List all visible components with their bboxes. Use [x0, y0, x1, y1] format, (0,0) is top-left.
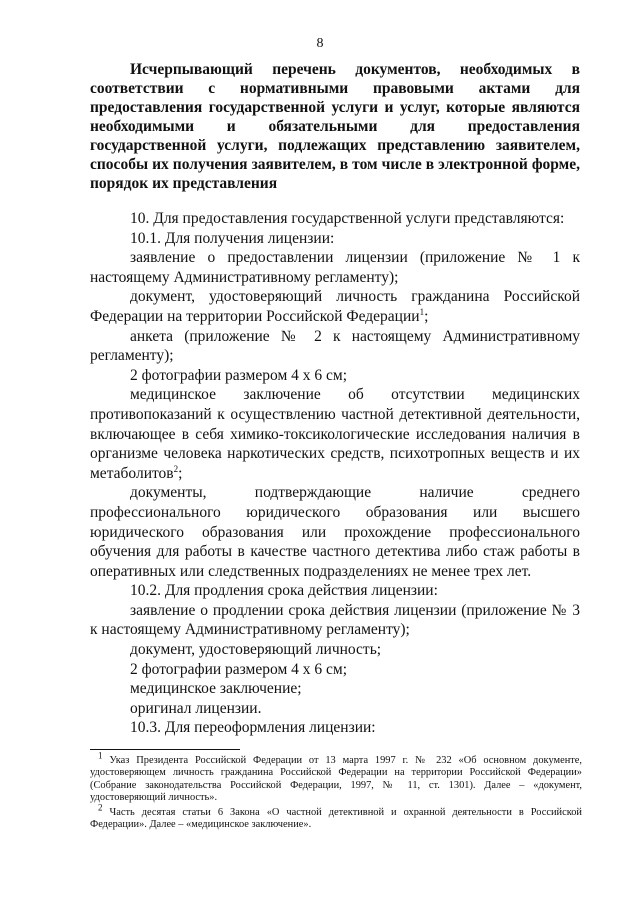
paragraph: заявление о продлении срока действия лицензии (приложение № 3 к настоящему Административному регламенту); — [90, 601, 580, 639]
footnote-ref: 2 — [173, 463, 179, 474]
document-body — [90, 209, 580, 738]
paragraph — [90, 287, 580, 326]
paragraph: анкета (приложение № 2 к настоящему Административному регламенту); — [90, 327, 580, 365]
paragraph: 10. Для предоставления государственной услуги представляются: — [130, 210, 565, 227]
paragraph-text: документ, удостоверяющий личность гражданина Российской Федерации на территории Российской Федерации — [90, 288, 580, 325]
paragraph — [90, 385, 580, 483]
paragraph-tail: ; — [424, 307, 429, 325]
paragraph: документ, удостоверяющий личность; — [130, 641, 382, 659]
footnotes — [90, 750, 582, 833]
section-heading: Исчерпывающий перечень документов, необходимых в соответствии с нормативными правовыми актами для предоставления государственной услуги и услуг, которые являются необходимыми и обязательными для предоставления государственной услуги, подлежащих представлению заявителем, способы их получения заявителем, в том числе в электронной форме, порядок их представления — [90, 61, 580, 192]
paragraph: 10.1. Для получения лицензии: — [130, 229, 335, 247]
paragraph: оригинал лицензии. — [130, 699, 262, 717]
footnote-divider — [90, 749, 240, 750]
paragraph: 10.3. Для переоформления лицензии: — [130, 719, 376, 737]
footnote — [90, 802, 582, 832]
footnote-mark: 2 — [98, 802, 103, 813]
footnote-ref: 1 — [419, 306, 425, 317]
paragraph: 2 фотографии размером 4 х 6 см; — [130, 366, 348, 384]
paragraph-text: медицинское заключение об отсутствии медицинских противопоказаний к осуществлению частной детективной деятельности, включающее в себя химико-токсикологические исследования наличия в организме человека наркотических средств, психотропных веществ и их метаболитов — [90, 386, 580, 482]
paragraph: документы, подтверждающие наличие среднего профессионального юридического образования или высшего юридического образования или прохождение профессионального обучения для работы в качестве частного детектива либо стаж работы в оперативных или следственных подразделениях не менее трех лет. — [90, 484, 580, 580]
footnote-text: Указ Президента Российской Федерации от 13 марта 1997 г. № 232 «Об основном документе, удостоверяющем личность гражданина Российской Федерации на территории Российской Федерации» (Собрание законодательства Российской Федерации, 1997, № 11, ст. 1301). Далее – «документ, удостоверяющий личность». — [90, 755, 582, 804]
footnote — [90, 750, 582, 805]
paragraph: 2 фотографии размером 4 х 6 см; — [130, 660, 348, 678]
paragraph-tail: ; — [178, 464, 183, 482]
page-number: 8 — [316, 36, 324, 51]
footnote-mark: 1 — [98, 750, 103, 761]
paragraph: заявление о предоставлении лицензии (приложение № 1 к настоящему Административному регламенту); — [90, 249, 580, 286]
paragraph: медицинское заключение; — [130, 680, 302, 698]
paragraph: 10.2. Для продления срока действия лицензии: — [130, 582, 438, 600]
footnote-text: Часть десятая статьи 6 Закона «О частной детективной и охранной деятельности в Российской Федерации». Далее – «медицинское заключение». — [90, 806, 582, 831]
